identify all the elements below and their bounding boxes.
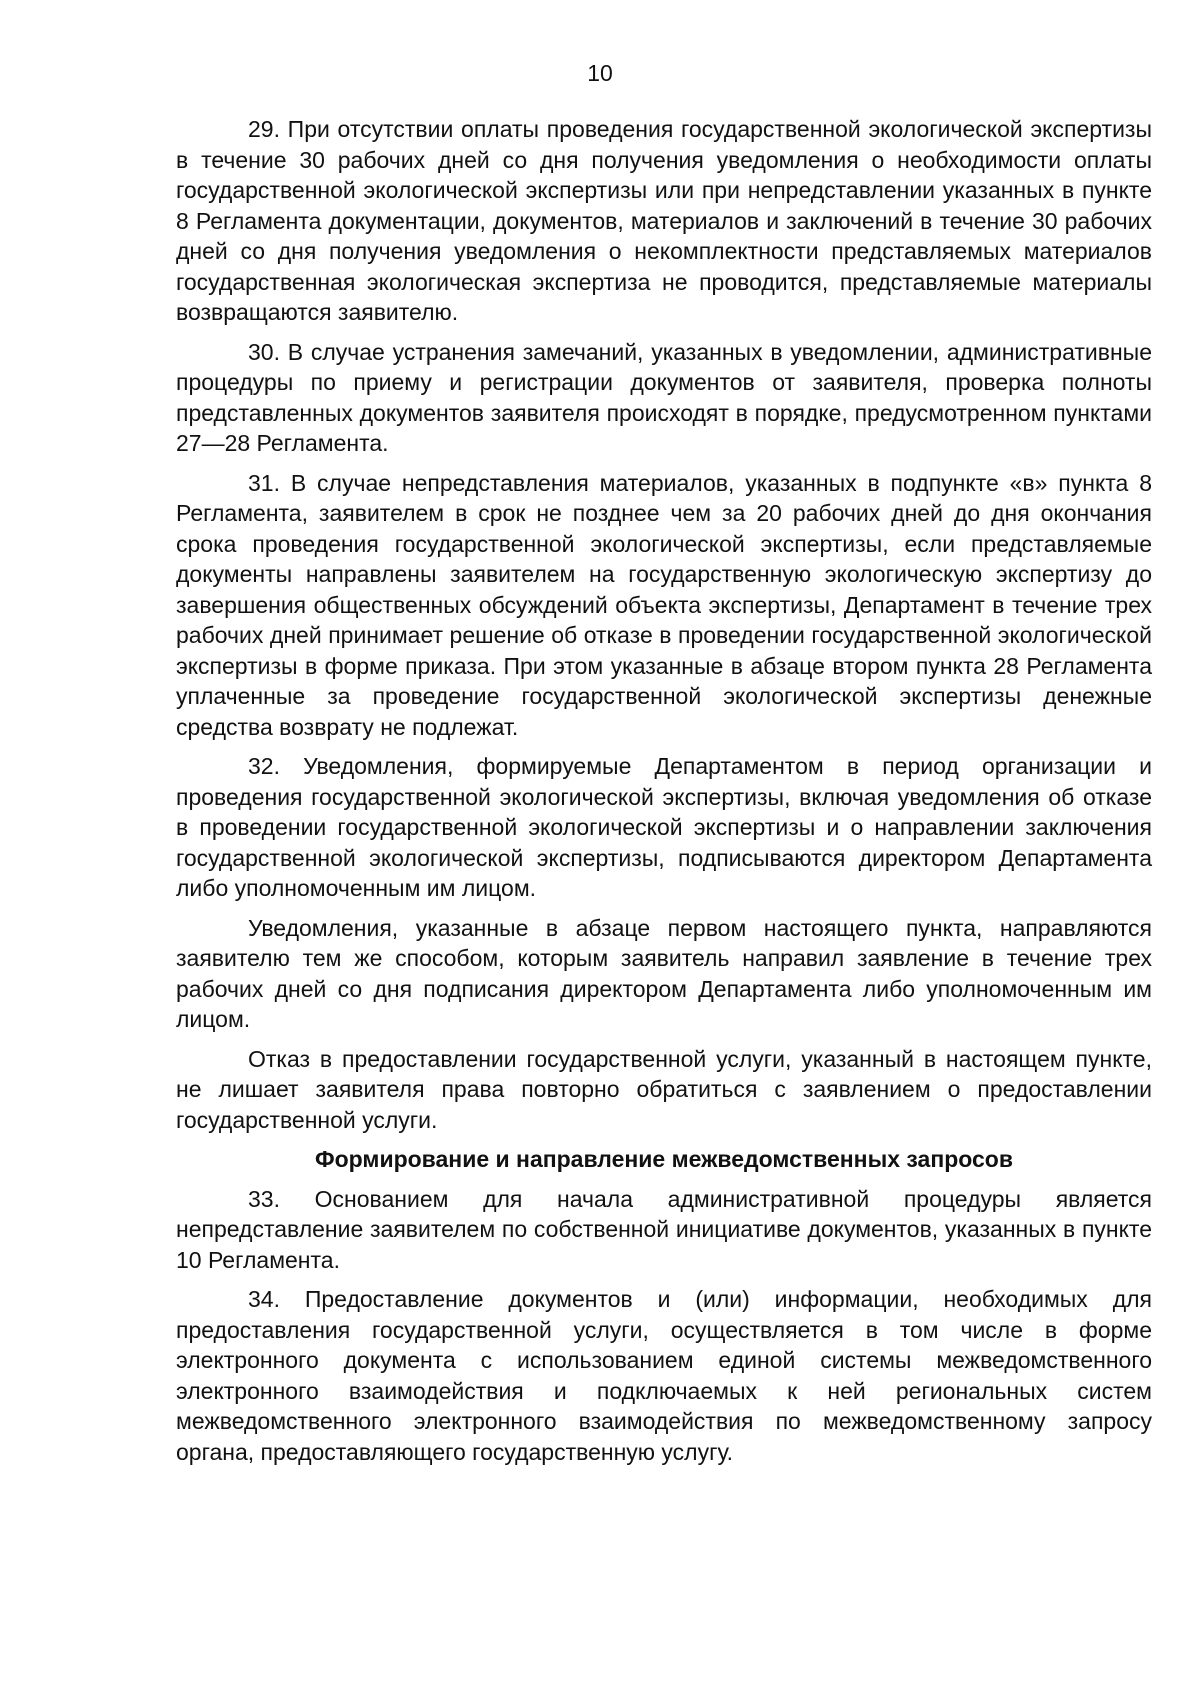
paragraph-29: 29. При отсутствии оплаты проведения государственной экологической экспертизы в течение 30 рабочих дней со дня получения уведомления о необходимости оплаты государственной экологической экспертизы или при непредставлении указанных в пункте 8 Регламента документации, документов, материалов и заключений в течение 30 рабочих дней со дня получения уведомления о некомплектности представляемых материалов государственная экологическая экспертиза не проводится, представляемые материалы возвращаются заявителю. (176, 116, 1152, 325)
paragraph-30: 30. В случае устранения замечаний, указанных в уведомлении, административные процедуры по приему и регистрации документов от заявителя, проверка полноты представленных документов заявителя происходят в порядке, предусмотренном пунктами 27—28 Регламента. (176, 338, 1152, 456)
paragraph-32-notifications: Уведомления, указанные в абзаце первом настоящего пункта, направляются заявителю тем же способом, которым заявитель направил заявление в течение трех рабочих дней со дня подписания директором Департамента либо уполномоченным им лицом. (176, 914, 1152, 1032)
paragraph-33: 33. Основанием для начала административной процедуры является непредставление заявителем по собственной инициативе документов, указанных в пункте 10 Регламента. (176, 1185, 1152, 1273)
section-heading: Формирование и направление межведомственных запросов (315, 1146, 1013, 1172)
paragraph-34: 34. Предоставление документов и (или) информации, необходимых для предоставления государственной услуги, осуществляется в том числе в форме электронного документа с использованием единой системы межведомственного электронного взаимодействия и подключаемых к ней региональных систем межведомственного электронного взаимодействия по межведомственному запросу органа, предоставляющего государственную услугу. (176, 1286, 1152, 1465)
paragraph-32: 32. Уведомления, формируемые Департаментом в период организации и проведения государственной экологической экспертизы, включая уведомления об отказе в проведении государственной экологической экспертизы и о направлении заключения государственной экологической экспертизы, подписываются директором Департамента либо уполномоченным им лицом. (176, 753, 1152, 901)
paragraph-32-refusal: Отказ в предоставлении государственной услуги, указанный в настоящем пункте, не лишает заявителя права повторно обратиться с заявлением о предоставлении государственной услуги. (176, 1045, 1152, 1133)
page-number: 10 (587, 60, 613, 86)
paragraph-31: 31. В случае непредставления материалов, указанных в подпункте «в» пункта 8 Регламента, заявителем в срок не позднее чем за 20 рабочих дней до дня окончания срока проведения государственной экологической экспертизы, если представляемые документы направлены заявителем на государственную экологическую экспертизу до завершения общественных обсуждений объекта экспертизы, Департамент в течение трех рабочих дней принимает решение об отказе в проведении государственной экологической экспертизы в форме приказа. При этом указанные в абзаце втором пункта 28 Регламента уплаченные за проведение государственной экологической экспертизы денежные средства возврату не подлежат. (176, 469, 1152, 740)
document-body (176, 114, 1152, 1476)
